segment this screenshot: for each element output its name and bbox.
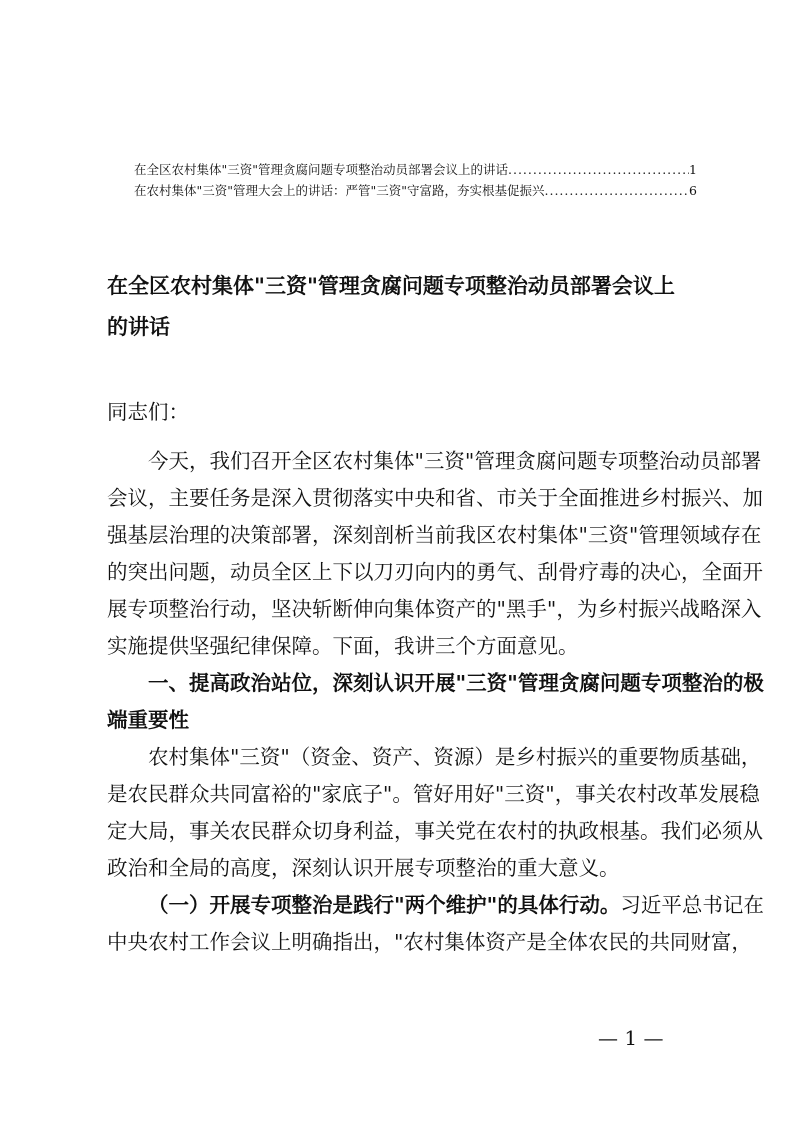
document-title [107,266,702,348]
toc-leader-dots [545,180,690,201]
toc-entry[interactable] [134,159,697,180]
paragraph-intro [107,443,763,665]
paragraph-subsection-1 [107,887,764,961]
text-line: 是农民群众共同富裕的"家底子"。管好用好"三资"，事关农村改革发展稳 [107,782,760,806]
greeting: 同志们： [107,400,189,424]
text-line: 农村集体"三资"（资金、资产、资源）是乡村振兴的重要物质基础， [148,745,762,769]
subsection-heading: （一）开展专项整治是践行"两个维护"的具体行动。 [148,893,621,917]
toc-entry-title: 在农村集体"三资"管理大会上的讲话：严管"三资"守富路，夯实根基促振兴 [134,183,545,198]
text-run: 习近平总书记在 [620,893,764,917]
text-line [107,887,764,924]
section-heading-1 [107,665,764,739]
text-line: 实施提供坚强纪律保障。下面，我讲三个方面意见。 [107,634,579,658]
text-line: 中央农村工作会议上明确指出，"农村集体资产是全体农民的共同财富， [107,930,752,954]
text-line: 定大局，事关农民群众切身利益，事关党在农村的执政根基。我们必须从 [107,819,763,843]
heading-line: 端重要性 [107,708,189,732]
text-line: 展专项整治行动，坚决斩断伸向集体资产的"黑手"，为乡村振兴战略深入 [107,597,762,621]
text-line: 强基层治理的决策部署，深刻剖析当前我区农村集体"三资"管理领域存在 [107,523,762,547]
text-line: 会议，主要任务是深入贯彻落实中央和省、市关于全面推进乡村振兴、加 [107,486,763,510]
table-of-contents [134,159,697,201]
toc-leader-dots [508,159,689,180]
page-number: — 1 — [598,1026,664,1050]
text-line: 今天，我们召开全区农村集体"三资"管理贪腐问题专项整治动员部署 [148,449,762,473]
heading-line: 一、提高政治站位，深刻认识开展"三资"管理贪腐问题专项整治的极 [148,671,764,695]
title-line: 的讲话 [107,315,170,339]
title-line: 在全区农村集体"三资"管理贪腐问题专项整治动员部署会议上 [107,274,675,298]
toc-entry-page: 1 [689,162,697,177]
toc-entry-title: 在全区农村集体"三资"管理贪腐问题专项整治动员部署会议上的讲话 [134,162,509,177]
toc-entry-page: 6 [689,183,697,198]
text-line: 政治和全局的高度，深刻认识开展专项整治的重大意义。 [107,856,620,880]
paragraph-sanzi [107,739,763,887]
text-line: 的突出问题，动员全区上下以刀刃向内的勇气、刮骨疗毒的决心，全面开 [107,560,763,584]
toc-entry[interactable] [134,180,697,201]
document-body [107,394,764,961]
